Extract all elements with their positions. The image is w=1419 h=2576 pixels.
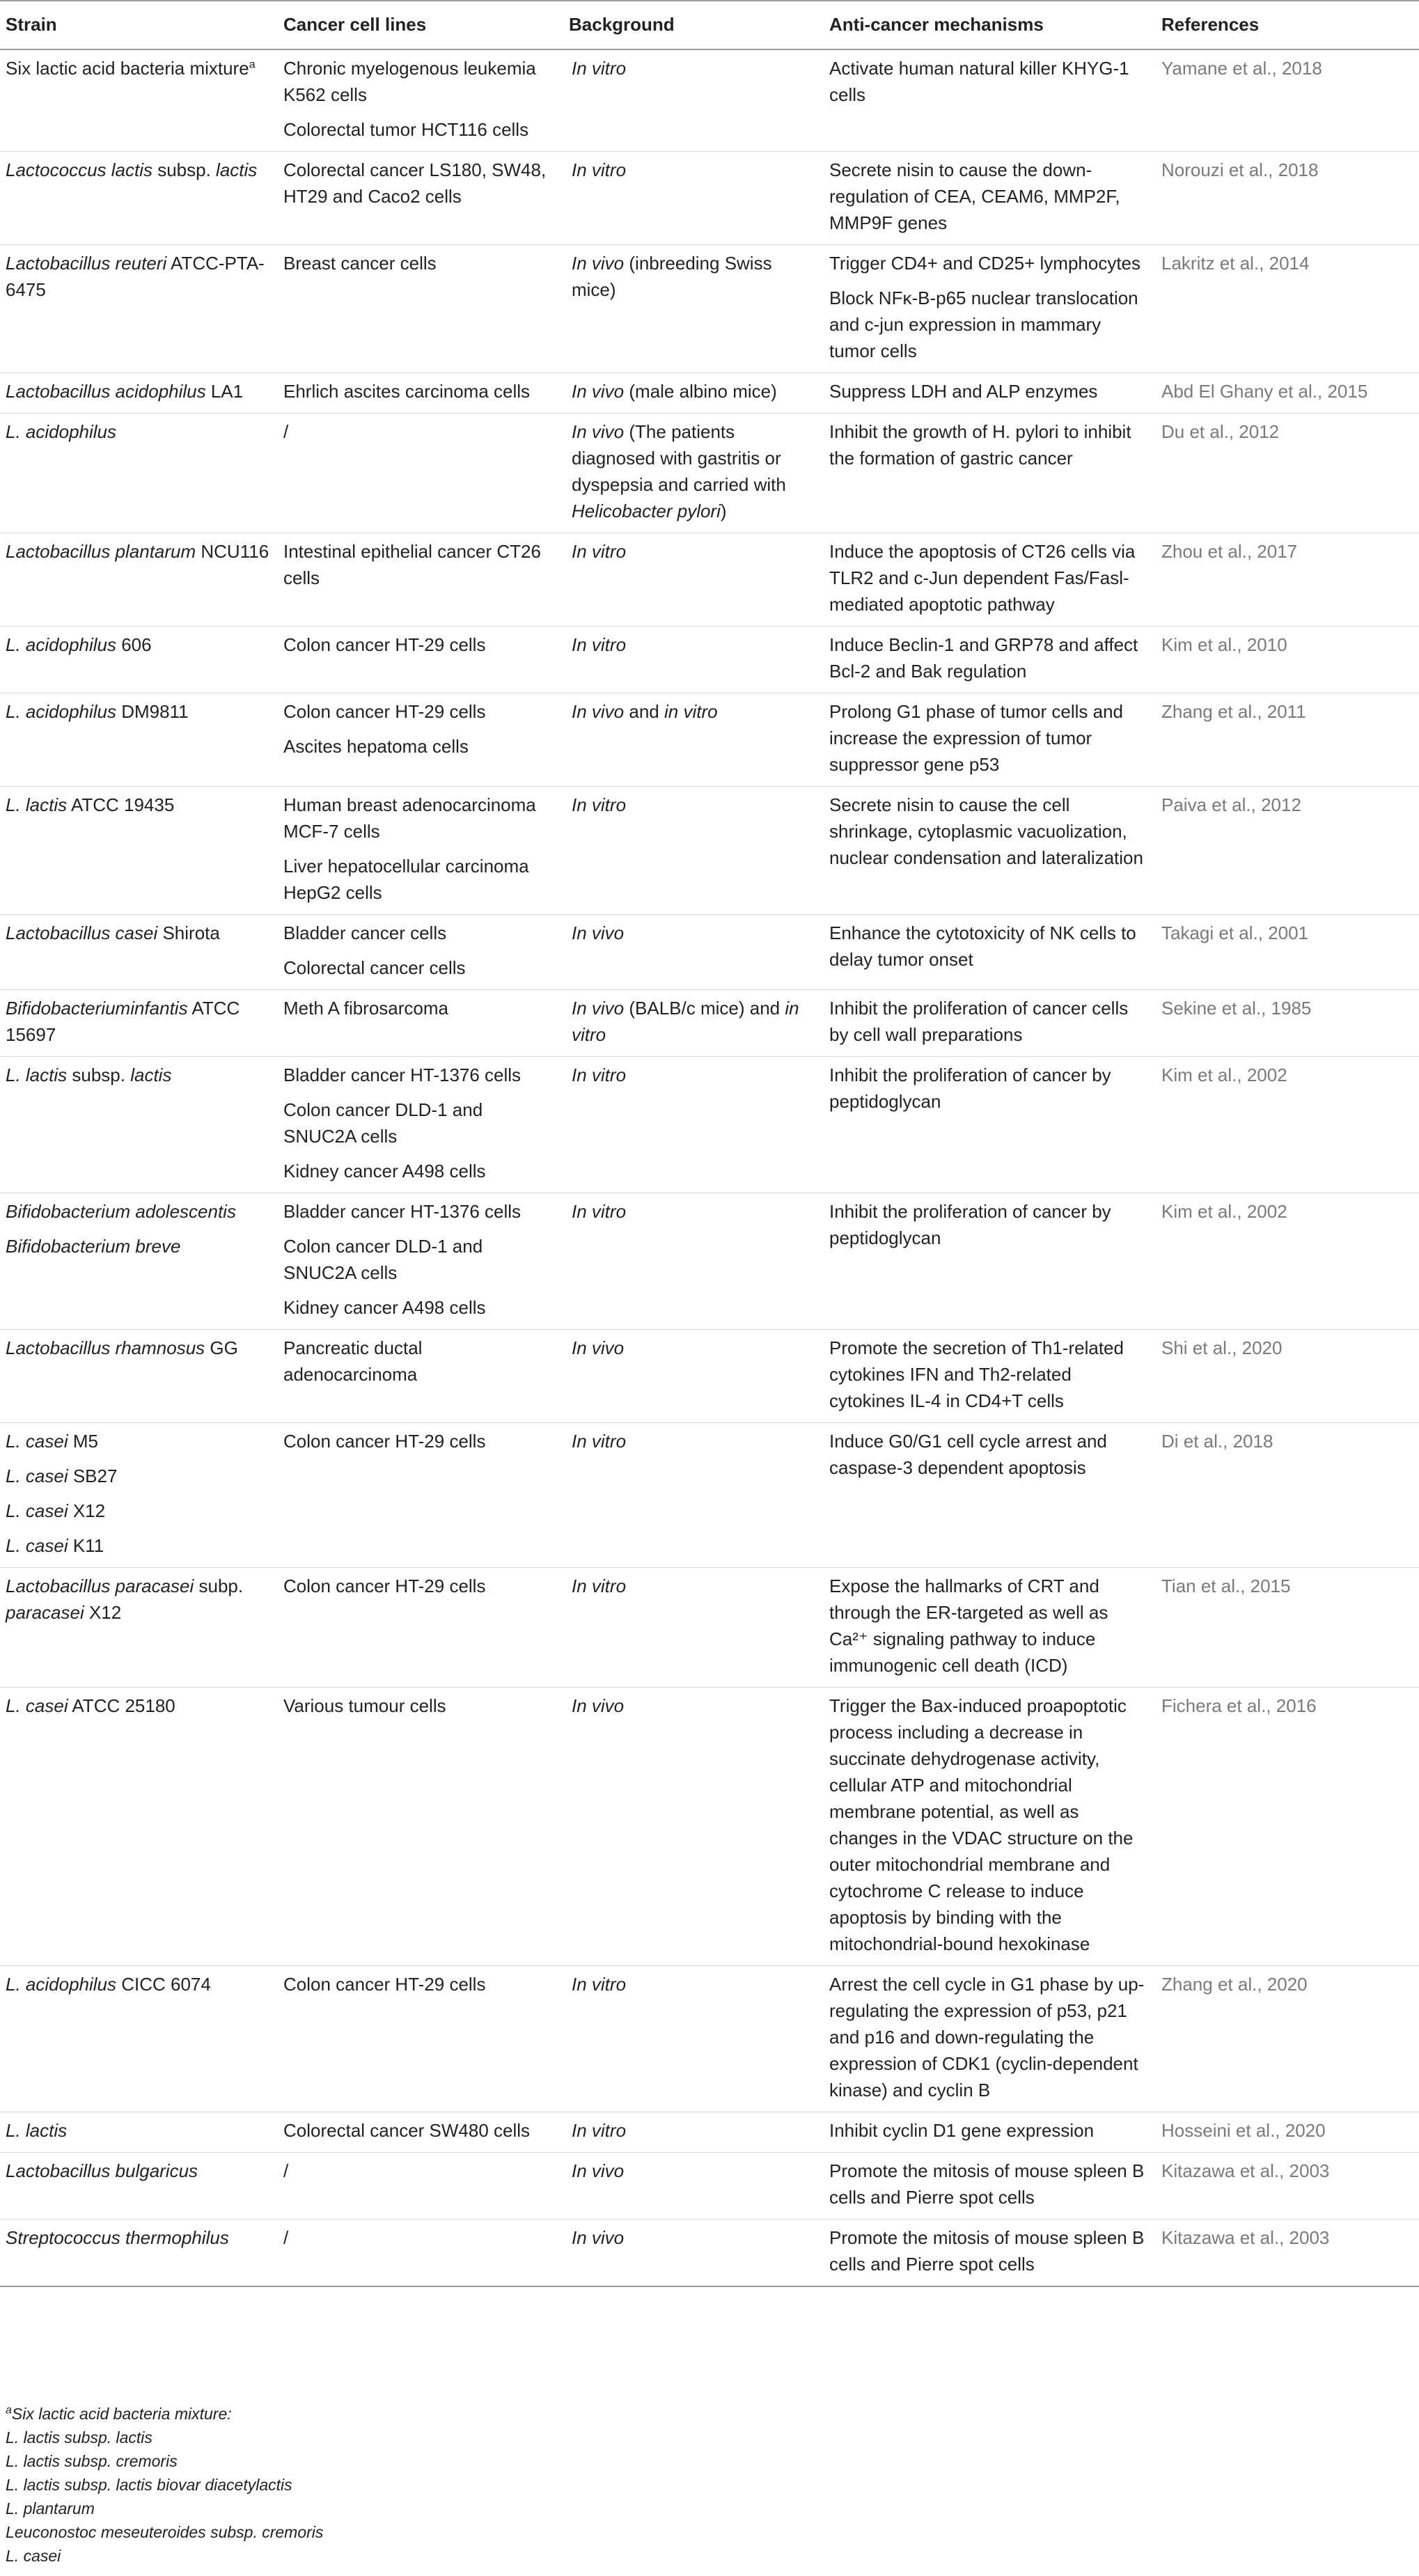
text-run: DM9811: [116, 701, 189, 722]
cancer-cell-lines-cell: [276, 2220, 562, 2287]
italic-run: In vivo: [572, 381, 625, 402]
strain-cell: [0, 990, 276, 1057]
strain-cell: [0, 245, 276, 373]
italic-run: In vivo: [572, 701, 625, 722]
cell-line-entry: Colon cancer HT-29 cells: [283, 1576, 486, 1596]
italic-run: Lactococcus lactis: [6, 159, 152, 180]
italic-run: Lactobacillus bulgaricus: [6, 2160, 198, 2181]
cell-line-entry: Ehrlich ascites carcinoma cells: [283, 381, 531, 402]
italic-run: In vivo: [572, 421, 625, 442]
italic-run: in vitro: [664, 701, 718, 722]
cancer-cell-lines-cell: [276, 1193, 562, 1330]
mechanism-cell: [822, 1330, 1154, 1423]
strain-line: [6, 1428, 269, 1454]
strain-line: [6, 1573, 269, 1626]
cell-line-entry: Breast cancer cells: [283, 253, 437, 274]
italic-run: L. casei: [6, 1431, 68, 1452]
cancer-cell-lines-cell: [276, 915, 562, 990]
strain-cell: [0, 1568, 276, 1688]
reference-cell: Shi et al., 2020: [1154, 1330, 1419, 1423]
cancer-cell-lines-cell: [276, 787, 562, 915]
cancer-cell-lines-cell: [276, 2112, 562, 2153]
text-run: M5: [68, 1431, 98, 1452]
cell-line-entry: Colorectal cancer cells: [283, 957, 466, 978]
strain-line: [6, 538, 269, 565]
mechanism-entry: Activate human natural killer KHYG-1 cells: [829, 58, 1129, 105]
italic-run: L. lactis: [6, 1065, 68, 1085]
mechanism-entry: Induce the apoptosis of CT26 cells via TLR2 and c-Jun dependent Fas/Fasl-mediated apoptotic pathway: [829, 541, 1136, 615]
reference-cell: Kim et al., 2002: [1154, 1193, 1419, 1330]
mechanism-cell: [822, 1966, 1154, 2112]
table-row: [0, 245, 1419, 373]
table-row: [0, 990, 1419, 1057]
cell-line-entry: Intestinal epithelial cancer CT26 cells: [283, 541, 541, 588]
strain-line: [6, 250, 269, 303]
italic-run: Lactobacillus acidophilus: [6, 381, 206, 402]
cell-line-entry: Human breast adenocarcinoma MCF-7 cells: [283, 794, 536, 842]
reference-cell: Kim et al., 2002: [1154, 1057, 1419, 1193]
mechanism-cell: [822, 787, 1154, 915]
italic-run: In vivo: [572, 922, 625, 943]
header-strain: Strain: [0, 1, 276, 49]
footnote-title-text: Six lactic acid bacteria mixture:: [11, 2405, 232, 2423]
footnote-marker: a: [6, 2404, 12, 2417]
mechanism-cell: [822, 915, 1154, 990]
italic-run: In vivo: [572, 1695, 625, 1716]
mechanism-entry: Secrete nisin to cause the down-regulation of CEA, CEAM6, MMP2F, MMP9F genes: [829, 159, 1120, 233]
text-run: subsp.: [152, 159, 217, 180]
text-run: ATCC-PTA-6475: [6, 253, 265, 300]
background-cell: [562, 1330, 822, 1423]
italic-run: Bifidobacterium adolescentis: [6, 1201, 236, 1222]
mechanism-cell: [822, 2220, 1154, 2287]
background-cell: [562, 2112, 822, 2153]
strain-cell: [0, 1423, 276, 1568]
mechanism-cell: [822, 627, 1154, 693]
cell-line-entry: Bladder cancer cells: [283, 922, 447, 943]
text-run: NCU116: [196, 541, 269, 562]
mechanism-entry: Trigger CD4+ and CD25+ lymphocytes: [829, 253, 1141, 274]
reference-cell: Abd El Ghany et al., 2015: [1154, 373, 1419, 414]
italic-run: L. casei: [6, 1695, 68, 1716]
cell-line-entry: Colorectal tumor HCT116 cells: [283, 119, 529, 140]
strain-cell: [0, 373, 276, 414]
mechanism-cell: [822, 1423, 1154, 1568]
strain-cell: [0, 1057, 276, 1193]
header-cancer-cell-lines: Cancer cell lines: [276, 1, 562, 49]
cell-line-entry: Kidney cancer A498 cells: [283, 1161, 486, 1181]
strain-line: [6, 1463, 269, 1489]
table-row: [0, 533, 1419, 627]
italic-run: In vivo: [572, 253, 625, 274]
cancer-cell-lines-cell: [276, 1423, 562, 1568]
strain-cell: [0, 414, 276, 533]
cell-line-entry: Meth A fibrosarcoma: [283, 998, 448, 1019]
text-run: subp.: [194, 1576, 244, 1596]
text-run: K11: [68, 1535, 104, 1556]
italic-run: Helicobacter pylori: [572, 501, 721, 521]
italic-run: lactis: [130, 1065, 172, 1085]
header-background: Background: [562, 1, 822, 49]
background-cell: [562, 1193, 822, 1330]
table-row: [0, 2153, 1419, 2220]
italic-run: L. casei: [6, 1535, 68, 1556]
header-references: References: [1154, 1, 1419, 49]
strain-line: [6, 1498, 269, 1524]
reference-cell: Fichera et al., 2016: [1154, 1688, 1419, 1966]
text-run: SB27: [68, 1466, 118, 1486]
background-cell: [562, 373, 822, 414]
text-run: and: [624, 701, 664, 722]
table-row: [0, 49, 1419, 152]
strain-cell: [0, 533, 276, 627]
italic-run: In vitro: [572, 2120, 627, 2141]
cancer-cell-lines-cell: [276, 152, 562, 245]
italic-run: Lactobacillus plantarum: [6, 541, 196, 562]
italic-run: Bifidobacteriuminfantis: [6, 998, 188, 1019]
mechanism-entry: Secrete nisin to cause the cell shrinkage, cytoplasmic vacuolization, nuclear condensation and lateralization: [829, 794, 1143, 868]
cell-line-entry: Colon cancer DLD-1 and SNUC2A cells: [283, 1236, 483, 1283]
strain-line: [6, 1532, 269, 1559]
cell-line-entry: Various tumour cells: [283, 1695, 446, 1716]
reference-cell: Sekine et al., 1985: [1154, 990, 1419, 1057]
text-run: (male albino mice): [624, 381, 777, 402]
italic-run: paracasei: [6, 1602, 84, 1623]
mechanism-entry: Induce G0/G1 cell cycle arrest and caspase-3 dependent apoptosis: [829, 1431, 1107, 1478]
cancer-cell-lines-cell: [276, 49, 562, 152]
text-run: X12: [68, 1500, 106, 1521]
mechanism-cell: [822, 2153, 1154, 2220]
italic-run: In vivo: [572, 2160, 625, 2181]
italic-run: L. casei: [6, 1500, 68, 1521]
mechanism-entry: Enhance the cytotoxicity of NK cells to delay tumor onset: [829, 922, 1136, 970]
table-footnote: [6, 2402, 1328, 2568]
strain-line: [6, 1198, 269, 1225]
text-run: CICC 6074: [116, 1974, 211, 1995]
footnote-item: L. lactis subsp. lactis: [6, 2428, 152, 2447]
table-row: [0, 1057, 1419, 1193]
mechanism-entry: Suppress LDH and ALP enzymes: [829, 381, 1098, 402]
cell-line-entry: Chronic myelogenous leukemia K562 cells: [283, 58, 536, 105]
table-row: [0, 627, 1419, 693]
italic-run: In vitro: [572, 794, 627, 815]
table-row: [0, 152, 1419, 245]
strain-line: [6, 995, 269, 1048]
table-body: [0, 49, 1419, 2286]
strain-line: [6, 1693, 269, 1719]
strain-line: [6, 920, 269, 946]
italic-run: L. acidophilus: [6, 701, 116, 722]
background-cell: [562, 1057, 822, 1193]
strain-cell: [0, 915, 276, 990]
strain-line: [6, 698, 269, 725]
mechanism-cell: [822, 1568, 1154, 1688]
cell-line-entry: Colon cancer HT-29 cells: [283, 1431, 486, 1452]
mechanism-cell: [822, 2112, 1154, 2153]
strain-cell: [0, 2220, 276, 2287]
italic-run: lactis: [216, 159, 258, 180]
mechanism-entry: Promote the mitosis of mouse spleen B cells and Pierre spot cells: [829, 2227, 1145, 2275]
text-run: ATCC 19435: [67, 794, 175, 815]
italic-run: L. acidophilus: [6, 421, 116, 442]
table-row: [0, 1568, 1419, 1688]
italic-run: Lactobacillus casei: [6, 922, 158, 943]
mechanism-entry: Inhibit the proliferation of cancer by peptidoglycan: [829, 1065, 1111, 1112]
mechanism-entry: Inhibit the growth of H. pylori to inhibit the formation of gastric cancer: [829, 421, 1131, 469]
reference-cell: Yamane et al., 2018: [1154, 49, 1419, 152]
background-cell: [562, 152, 822, 245]
cell-line-entry: Colorectal cancer LS180, SW48, HT29 and Caco2 cells: [283, 159, 547, 207]
text-run: X12: [84, 1602, 122, 1623]
background-cell: [562, 414, 822, 533]
footnote-item: L. lactis subsp. lactis biovar diacetylactis: [6, 2476, 292, 2494]
mechanism-entry: Block NFκ-B-p65 nuclear translocation and c-jun expression in mammary tumor cells: [829, 288, 1138, 361]
strain-cell: [0, 1193, 276, 1330]
table-row: [0, 414, 1419, 533]
mechanism-cell: [822, 1193, 1154, 1330]
strain-cell: [0, 2112, 276, 2153]
table-row: [0, 915, 1419, 990]
cancer-cell-lines-cell: [276, 414, 562, 533]
italic-run: In vivo: [572, 1337, 625, 1358]
reference-cell: Kitazawa et al., 2003: [1154, 2220, 1419, 2287]
text-run: ): [720, 501, 727, 521]
strain-line: [6, 2224, 269, 2251]
italic-run: L. acidophilus: [6, 634, 116, 655]
cancer-cell-lines-cell: [276, 1057, 562, 1193]
background-cell: [562, 787, 822, 915]
cell-line-entry: Bladder cancer HT-1376 cells: [283, 1065, 522, 1085]
text-run: ATCC 25180: [68, 1695, 175, 1716]
background-cell: [562, 693, 822, 787]
text-run: (BALB/c mice) and: [624, 998, 785, 1019]
background-cell: [562, 49, 822, 152]
mechanism-cell: [822, 49, 1154, 152]
mechanism-entry: Inhibit cyclin D1 gene expression: [829, 2120, 1095, 2141]
strain-line: [6, 1335, 269, 1361]
mechanism-entry: Trigger the Bax-induced proapoptotic process including a decrease in succinate dehydrogenase activity, cellular ATP and mitochondrial membrane potential, as well as changes in the VDAC structure on the outer mitochondrial membrane and cytochrome C release to induce apoptosis by binding with the mitochondrial-bound hexokinase: [829, 1695, 1134, 1954]
italic-run: L. casei: [6, 1466, 68, 1486]
strain-cell: [0, 787, 276, 915]
italic-run: Bifidobacterium breve: [6, 1236, 181, 1257]
italic-run: In vitro: [572, 1431, 627, 1452]
text-run: Six lactic acid bacteria mixture: [6, 58, 249, 79]
strain-cell: [0, 1966, 276, 2112]
italic-run: Streptococcus thermophilus: [6, 2227, 229, 2248]
text-run: 606: [116, 634, 152, 655]
table-row: [0, 1330, 1419, 1423]
strain-line: [6, 2117, 269, 2144]
mechanism-entry: Expose the hallmarks of CRT and through the ER-targeted as well as Ca²⁺ signaling pathway to induce immunogenic cell death (ICD): [829, 1576, 1108, 1676]
reference-cell: Takagi et al., 2001: [1154, 915, 1419, 990]
mechanism-cell: [822, 533, 1154, 627]
strain-cell: [0, 627, 276, 693]
table-header-row: [0, 1, 1419, 49]
cell-line-entry: Pancreatic ductal adenocarcinoma: [283, 1337, 423, 1385]
cell-line-entry: Colon cancer HT-29 cells: [283, 701, 486, 722]
italic-run: In vitro: [572, 1576, 627, 1596]
reference-cell: Kitazawa et al., 2003: [1154, 2153, 1419, 2220]
italic-run: In vitro: [572, 541, 627, 562]
cancer-cell-lines-cell: [276, 533, 562, 627]
cancer-cell-lines-cell: [276, 1966, 562, 2112]
header-mechanisms: Anti-cancer mechanisms: [822, 1, 1154, 49]
background-cell: [562, 1568, 822, 1688]
cancer-cell-lines-cell: [276, 2153, 562, 2220]
background-cell: [562, 1688, 822, 1966]
background-cell: [562, 915, 822, 990]
cell-line-entry: Colon cancer DLD-1 and SNUC2A cells: [283, 1099, 483, 1147]
background-cell: [562, 990, 822, 1057]
text-run: subsp.: [67, 1065, 131, 1085]
reference-cell: Tian et al., 2015: [1154, 1568, 1419, 1688]
strain-line: [6, 2158, 269, 2184]
mechanism-entry: Induce Beclin-1 and GRP78 and affect Bcl-2 and Bak regulation: [829, 634, 1138, 682]
text-run: (inbreeding Swiss mice): [572, 253, 772, 300]
mechanism-cell: [822, 693, 1154, 787]
strain-cell: [0, 49, 276, 152]
italic-run: L. lactis: [6, 794, 68, 815]
table-row: [0, 1688, 1419, 1966]
text-run: (The patients diagnosed with gastritis or dyspepsia and carried with: [572, 421, 786, 495]
italic-run: In vitro: [572, 1201, 627, 1222]
table-row: [0, 2220, 1419, 2287]
reference-cell: Kim et al., 2010: [1154, 627, 1419, 693]
table-row: [0, 1193, 1419, 1330]
background-cell: [562, 1966, 822, 2112]
reference-cell: Du et al., 2012: [1154, 414, 1419, 533]
strain-cell: [0, 1330, 276, 1423]
italic-run: Lactobacillus rhamnosus: [6, 1337, 205, 1358]
cell-line-entry: Colon cancer HT-29 cells: [283, 1974, 486, 1995]
cancer-cell-lines-cell: [276, 693, 562, 787]
mechanism-cell: [822, 1688, 1154, 1966]
mechanism-entry: Arrest the cell cycle in G1 phase by up-regulating the expression of p53, p21 and p16 and down-regulating the expression of CDK1 (cyclin-dependent kinase) and cyclin B: [829, 1974, 1145, 2100]
footnote-item: L. casei: [6, 2547, 61, 2565]
mechanism-entry: Inhibit the proliferation of cancer by peptidoglycan: [829, 1201, 1111, 1248]
cancer-cell-lines-cell: [276, 1688, 562, 1966]
mechanism-cell: [822, 245, 1154, 373]
table-row: [0, 1966, 1419, 2112]
strain-line: [6, 157, 269, 183]
reference-cell: Zhou et al., 2017: [1154, 533, 1419, 627]
cell-line-entry: Bladder cancer HT-1376 cells: [283, 1201, 522, 1222]
cell-line-entry: Kidney cancer A498 cells: [283, 1297, 486, 1318]
strain-line: [6, 1062, 269, 1088]
footnote-title: [6, 2402, 1328, 2426]
background-cell: [562, 533, 822, 627]
background-cell: [562, 245, 822, 373]
strain-line: [6, 378, 269, 405]
italic-run: Lactobacillus reuteri: [6, 253, 167, 274]
mechanism-entry: Promote the secretion of Th1-related cytokines IFN and Th2-related cytokines IL-4 in CD4+T cells: [829, 1337, 1124, 1411]
cell-line-entry: Ascites hepatoma cells: [283, 736, 469, 757]
mechanism-cell: [822, 1057, 1154, 1193]
italic-run: In vitro: [572, 1065, 627, 1085]
strain-line: [6, 792, 269, 818]
italic-run: In vitro: [572, 58, 627, 79]
reference-cell: Hosseini et al., 2020: [1154, 2112, 1419, 2153]
cancer-cell-lines-cell: [276, 373, 562, 414]
footnote-marker: a: [249, 58, 256, 71]
table-row: [0, 373, 1419, 414]
mechanism-entry: Prolong G1 phase of tumor cells and increase the expression of tumor suppressor gene p53: [829, 701, 1124, 775]
strain-line: [6, 631, 269, 658]
cell-line-entry: /: [283, 2227, 289, 2248]
footnote-item: Leuconostoc meseuteroides subsp. cremoris: [6, 2523, 324, 2541]
mechanism-cell: [822, 152, 1154, 245]
text-run: Shirota: [157, 922, 220, 943]
text-run: LA1: [205, 381, 244, 402]
cell-line-entry: /: [283, 421, 289, 442]
strain-line: [6, 418, 269, 445]
italic-run: In vitro: [572, 634, 627, 655]
strain-cell: [0, 1688, 276, 1966]
reference-cell: Di et al., 2018: [1154, 1423, 1419, 1568]
cell-line-entry: /: [283, 2160, 289, 2181]
strain-cell: [0, 693, 276, 787]
text-run: GG: [205, 1337, 238, 1358]
footnote-item: L. lactis subsp. cremoris: [6, 2452, 178, 2470]
mechanism-cell: [822, 373, 1154, 414]
italic-run: Lactobacillus paracasei: [6, 1576, 194, 1596]
strain-cell: [0, 2153, 276, 2220]
mechanism-entry: Inhibit the proliferation of cancer cells by cell wall preparations: [829, 998, 1129, 1045]
background-cell: [562, 1423, 822, 1568]
table-row: [0, 787, 1419, 915]
cancer-cell-lines-cell: [276, 1330, 562, 1423]
table-row: [0, 693, 1419, 787]
italic-run: In vitro: [572, 159, 627, 180]
mechanism-cell: [822, 414, 1154, 533]
background-cell: [562, 2153, 822, 2220]
reference-cell: Zhang et al., 2011: [1154, 693, 1419, 787]
italic-run: in vitro: [572, 998, 799, 1045]
italic-run: L. acidophilus: [6, 1974, 116, 1995]
background-cell: [562, 627, 822, 693]
footnote-item: L. plantarum: [6, 2499, 95, 2518]
cell-line-entry: Liver hepatocellular carcinoma HepG2 cells: [283, 856, 529, 903]
mechanism-cell: [822, 990, 1154, 1057]
reference-cell: Norouzi et al., 2018: [1154, 152, 1419, 245]
strain-line: [6, 1971, 269, 1997]
text-run: ATCC 15697: [6, 998, 240, 1045]
table-row: [0, 2112, 1419, 2153]
background-cell: [562, 2220, 822, 2287]
italic-run: In vivo: [572, 998, 625, 1019]
table-row: [0, 1423, 1419, 1568]
reference-cell: Lakritz et al., 2014: [1154, 245, 1419, 373]
strain-line: [6, 1233, 269, 1259]
reference-cell: Paiva et al., 2012: [1154, 787, 1419, 915]
cell-line-entry: Colorectal cancer SW480 cells: [283, 2120, 531, 2141]
italic-run: In vitro: [572, 1974, 627, 1995]
cancer-cell-lines-cell: [276, 627, 562, 693]
reference-cell: Zhang et al., 2020: [1154, 1966, 1419, 2112]
mechanism-entry: Promote the mitosis of mouse spleen B cells and Pierre spot cells: [829, 2160, 1145, 2208]
strain-line: [6, 55, 269, 81]
cell-line-entry: Colon cancer HT-29 cells: [283, 634, 486, 655]
cancer-cell-lines-cell: [276, 245, 562, 373]
cancer-cell-lines-cell: [276, 990, 562, 1057]
italic-run: L. lactis: [6, 2120, 68, 2141]
strain-cell: [0, 152, 276, 245]
italic-run: In vivo: [572, 2227, 625, 2248]
cancer-cell-lines-cell: [276, 1568, 562, 1688]
